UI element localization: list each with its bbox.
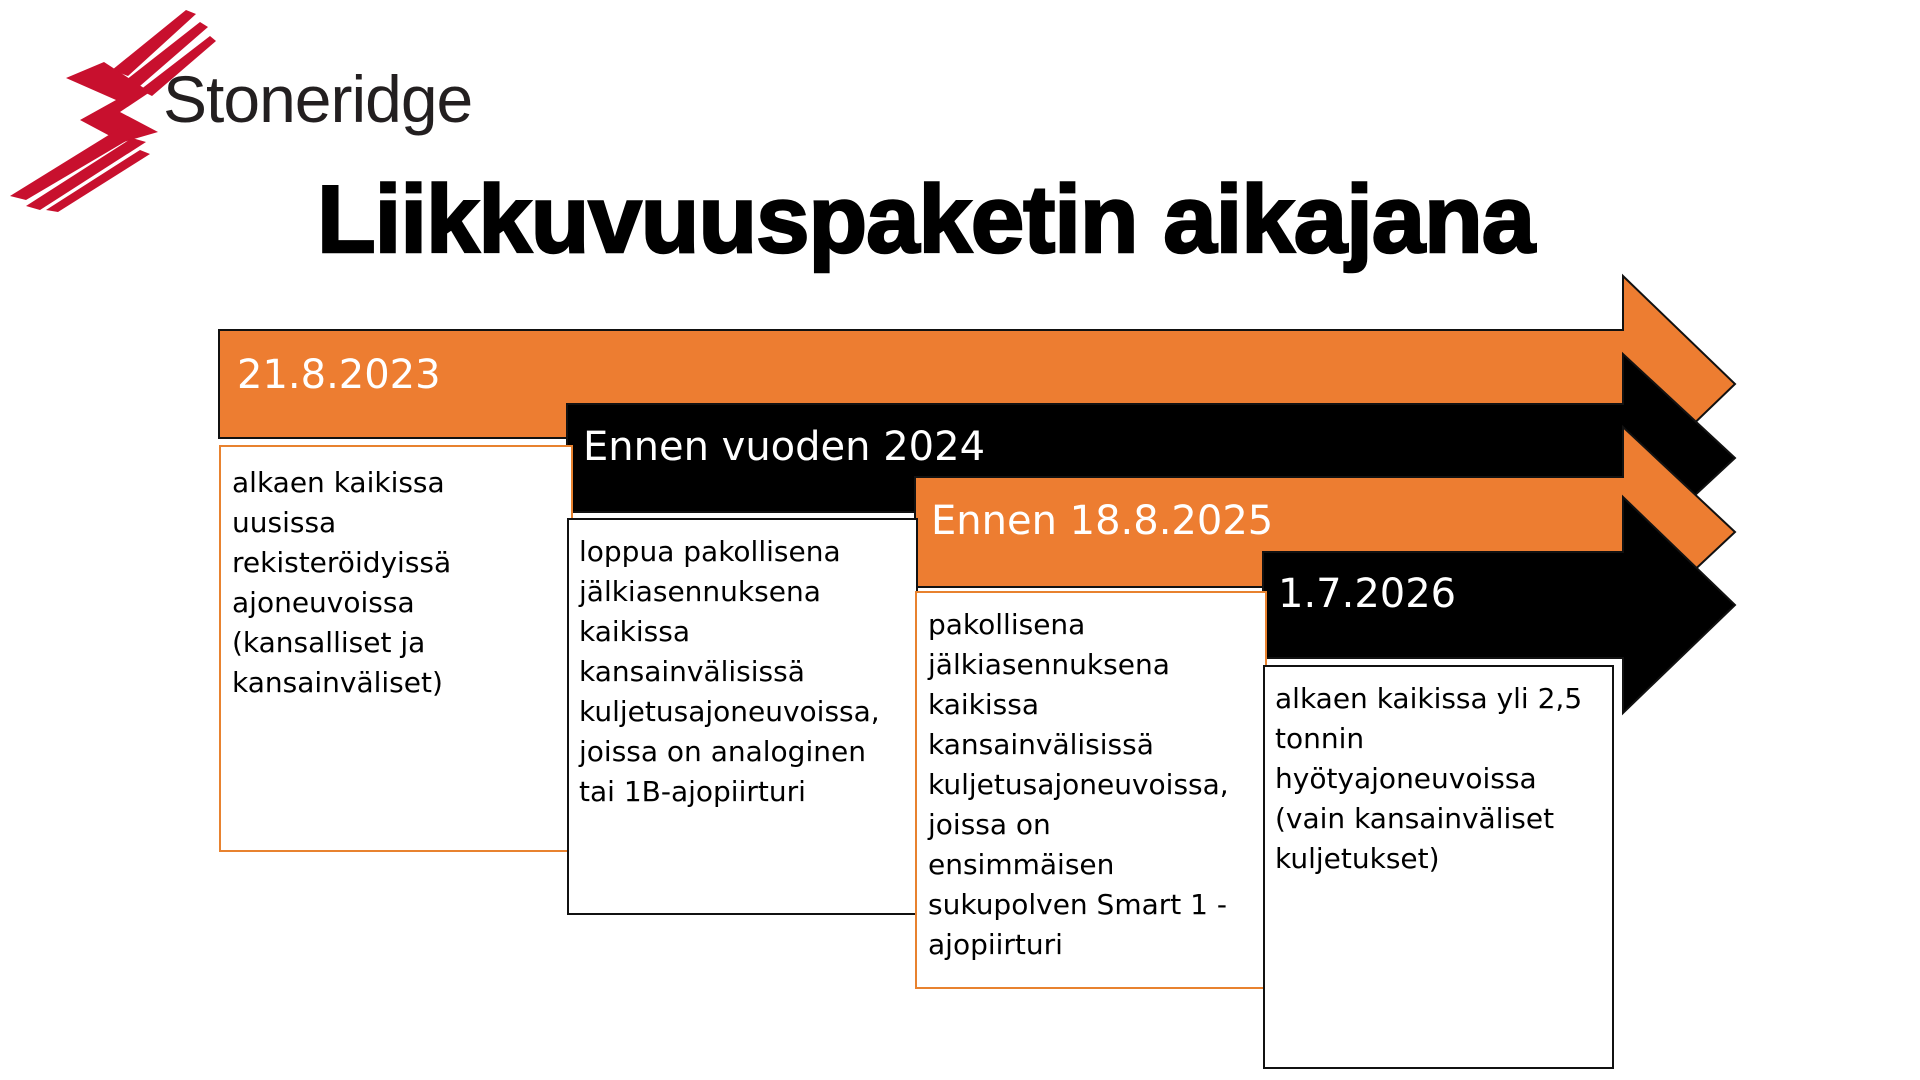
timeline-description-line: alkaen kaikissa (232, 466, 445, 499)
timeline-description-line: kansainvälisissä (579, 655, 805, 688)
timeline-description-box (915, 591, 1267, 989)
timeline-description-line: rekisteröidyissä (232, 546, 452, 579)
timeline-description-line: (vain kansainväliset (1275, 802, 1555, 835)
timeline-date-label: Ennen 18.8.2025 (931, 498, 1274, 544)
timeline-description-line: alkaen kaikissa yli 2,5 (1275, 682, 1583, 715)
timeline-description-line: kuljetusajoneuvoissa, (928, 768, 1229, 801)
timeline-description-box (1263, 665, 1614, 1069)
timeline-description-line: kansainvälisissä (928, 728, 1154, 761)
timeline-description-line: ajopiirturi (928, 928, 1063, 961)
timeline-description-line: jälkiasennuksena (579, 575, 821, 608)
timeline-description-line: pakollisena (928, 608, 1086, 641)
timeline-description-line: ensimmäisen (928, 848, 1115, 881)
timeline-description-line: loppua pakollisena (579, 535, 841, 568)
timeline-description-line: joissa on (928, 808, 1051, 841)
page-title: Liikkuvuuspaketin aikajana (317, 166, 1535, 273)
timeline-description-line: tai 1B-ajopiirturi (579, 775, 806, 808)
timeline-description-line: kaikissa (928, 688, 1039, 721)
timeline-description-line: uusissa (232, 506, 337, 539)
timeline-description-line: kuljetusajoneuvoissa, (579, 695, 880, 728)
timeline-description-line: sukupolven Smart 1 - (928, 888, 1227, 921)
timeline-description-line: jälkiasennuksena (928, 648, 1170, 681)
timeline-description-box (219, 445, 573, 852)
timeline-description-line: hyötyajoneuvoissa (1275, 762, 1537, 795)
timeline-date-label: Ennen vuoden 2024 (583, 424, 986, 470)
logo-text: Stoneridge (163, 62, 473, 136)
timeline-date-label: 21.8.2023 (237, 352, 441, 398)
timeline-description-line: kansainväliset) (232, 666, 443, 699)
timeline-description-box (567, 518, 918, 915)
timeline-description-line: ajoneuvoissa (232, 586, 415, 619)
timeline-description-line: kaikissa (579, 615, 690, 648)
timeline-description-line: kuljetukset) (1275, 842, 1440, 875)
timeline-date-label: 1.7.2026 (1278, 571, 1457, 617)
timeline-description-line: (kansalliset ja (232, 626, 426, 659)
timeline-description-line: joissa on analoginen (579, 735, 866, 768)
timeline-description-line: tonnin (1275, 722, 1365, 755)
